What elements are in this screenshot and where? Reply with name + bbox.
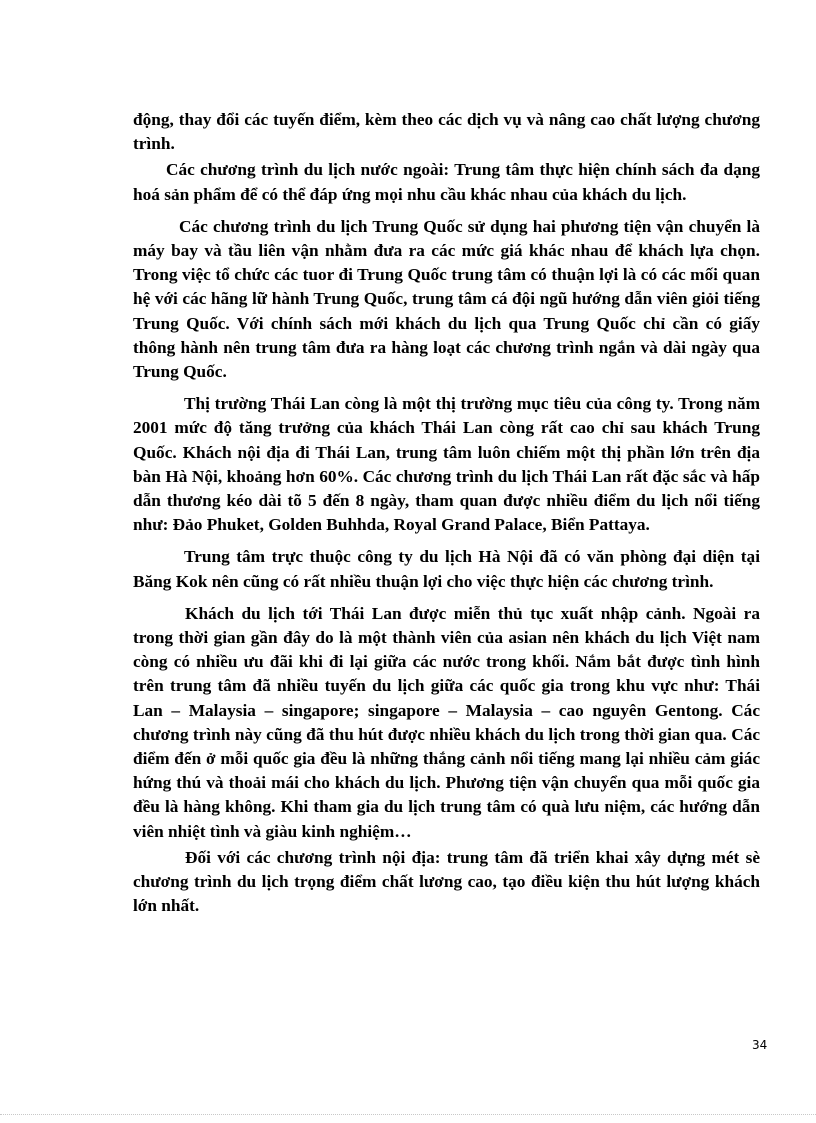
paragraph-domestic-programs: Đối với các chương trình nội địa: trung tâm đã triển khai xây dựng mét sè chương trình du lịch trọng điểm chất lương cao, tạo điều kiện thu hút lượng khách lớn nhất. [133, 847, 760, 916]
body-text [133, 108, 760, 927]
paragraph-continuation: động, thay đổi các tuyến điểm, kèm theo các dịch vụ và nâng cao chất lượng chương trình. [133, 110, 760, 154]
paragraph-bangkok-office: Trung tâm trực thuộc công ty du lịch Hà Nội đã có văn phòng đại diện tại Băng Kok nên cũng có rất nhiều thuận lợi cho việc thực hiện các chương trình. [133, 547, 760, 591]
paragraph-foreign-programs: Các chương trình du lịch nước ngoài: Trung tâm thực hiện chính sách đa dạng hoá sản phẩm để có thể đáp ứng mọi nhu cầu khác nhau của khách du lịch. [133, 160, 760, 204]
paragraph-china-programs: Các chương trình du lịch Trung Quốc sử dụng hai phương tiện vận chuyển là máy bay và tầu liên vận nhằm đưa ra các mức giá khác nhau để khách lựa chọn. Trong việc tổ chức các tuor đi Trung Quốc trung tâm có thuận lợi là có các mối quan hệ với các hãng lữ hành Trung Quốc, trung tâm cá đội ngũ hướng dẫn viên giỏi tiếng Trung Quốc. Với chính sách mới khách du lịch qua Trung Quốc chỉ cần có giấy thông hành nên trung tâm đưa ra hàng loạt các chương trình ngắn và dài ngày qua Trung Quốc. [133, 216, 760, 382]
paragraph-thailand-market: Thị trường Thái Lan còng là một thị trường mục tiêu của công ty. Trong năm 2001 mức độ tăng trưởng của khách Thái Lan còng rất cao chỉ sau khách Trung Quốc. Khách nội địa đi Thái Lan, trung tâm luôn chiếm một thị phần lớn trên địa bàn Hà Nội, khoảng hơn 60%. Các chương trình du lịch Thái Lan rất đặc sắc và hấp dẫn thương kéo dài tõ 5 đến 8 ngày, tham quan được nhiều điểm du lịch nổi tiếng như: Đảo Phuket, Golden Buhhda, Royal Grand Palace, Biển Pattaya. [133, 394, 760, 535]
page-number: 34 [752, 1038, 768, 1052]
paragraph-asean-tours: Khách du lịch tới Thái Lan được miễn thủ tục xuất nhập cảnh. Ngoài ra trong thời gian gần đây do là một thành viên của asian nên khách du lịch Việt nam còng có nhiều ưu đãi khi đi lại giữa các nước trong khối. Nắm bắt được tình hình trên trung tâm đã nhiều tuyến du lịch giữa các quốc gia trong khu vực như: Thái Lan – Malaysia – singapore; singapore – Malaysia – cao nguyên Gentong. Các chương trình này cũng đã thu hút được nhiều khách du lịch trong thời gian qua. Các điểm đến ở mỗi quốc gia đều là những thắng cảnh nổi tiếng mang lại nhiều cảm giác hứng thú và thoải mái cho khách du lịch. Phương tiện vận chuyển qua mỗi quốc gia đều là hàng không. Khi tham gia du lịch trung tâm có quà lưu niệm, các hướng dẫn viên nhiệt tình và giàu kinh nghiệm… [133, 603, 760, 841]
footer-divider [0, 1114, 816, 1115]
